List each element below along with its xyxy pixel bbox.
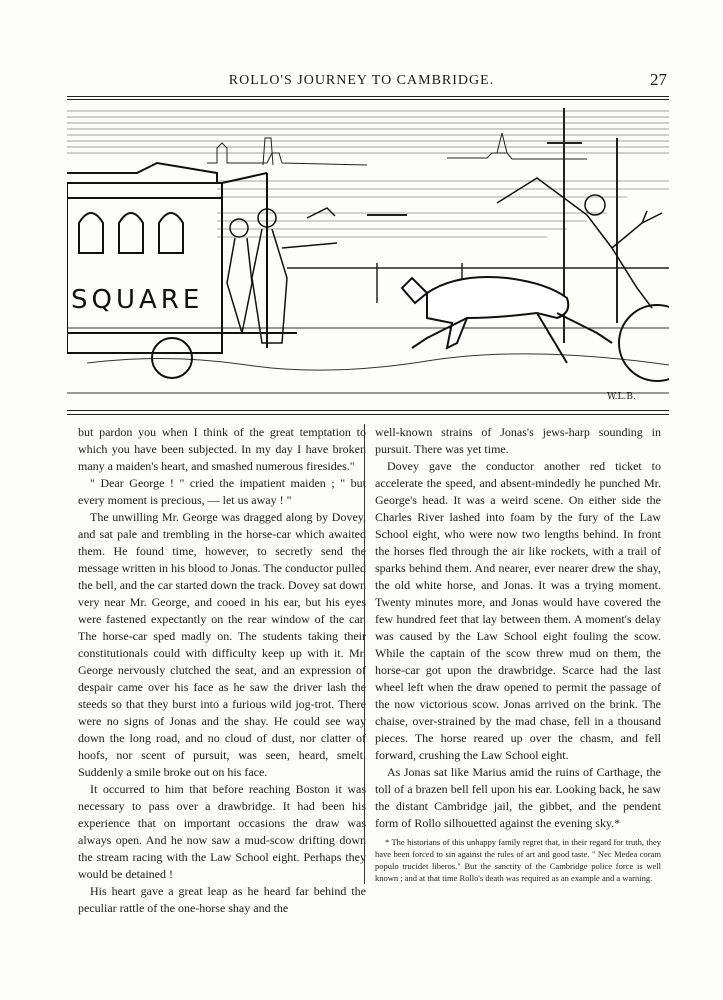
footnote: * The historians of this unhappy family regret that, in their regard for truth, they have been forced to sin against the rules of art and good taste. " Nec Medea coram populo trucidet liberos." But the sanctity of the Cambridge police force is well known ; and at that time Rollo's death was required as an example and a warning. bbox=[375, 837, 661, 883]
header-rule-thin bbox=[67, 99, 669, 100]
paragraph: As Jonas sat like Marius amid the ruins of Carthage, the toll of a brazen bell fell upon his ear. Looking back, he saw the distant Cambridge jail, the gibbet, and the pendent form of Rollo silhouetted against the evening sky.* bbox=[375, 765, 661, 830]
column-divider bbox=[364, 424, 365, 884]
paragraph: His heart gave a great leap as he heard far behind the peculiar rattle of the one-horse shay and the bbox=[78, 884, 366, 915]
page-number: 27 bbox=[650, 70, 667, 89]
left-column bbox=[78, 424, 366, 917]
paragraph: " Dear George ! " cried the impatient maiden ; " but every moment is precious, — let us away ! " bbox=[78, 476, 366, 507]
car-sign-text: SQUARE bbox=[71, 285, 204, 315]
paragraph: well-known strains of Jonas's jews-harp sounding in pursuit. There was yet time. bbox=[375, 425, 661, 456]
page-title: ROLLO'S JOURNEY TO CAMBRIDGE. bbox=[228, 73, 495, 88]
illustration-rule-thin bbox=[67, 414, 669, 415]
artist-signature: W.L.B. bbox=[607, 392, 636, 402]
illustration-horsecar-chase bbox=[67, 103, 669, 405]
paragraph: It occurred to him that before reaching Boston it was necessary to pass over a drawbridge. It had been his experience that on important occasions the draw was always open. And he now saw a mud-scow drifting down the stream racing with the Law School eight. Perhaps they would be detained ! bbox=[78, 782, 366, 881]
illustration-rule bbox=[67, 410, 669, 411]
paragraph: Dovey gave the conductor another red ticket to accelerate the speed, and absent-mindedly he punched Mr. George's head. It was a weird scene. On either side the Charles River lashed into foam by the fury of the Law School eight, who were now two lengths behind. In front the horses fled through the air like rockets, with a trail of sparks behind them. And nearer, ever nearer drew the shay, the old white horse, and Jonas. It was a trying moment. Twenty minutes more, and Jonas would have covered the few hundred feet that lay between them. A moment's delay was caused by the Law School eight fouling the scow. While the captain of the scow threw mud on them, the horse-car got upon the drawbridge. Scarce had the last wheel left when the draw opened to permit the passage of the now victorious scow. Jonas arrived on the brink. The chaise, over-strained by the mad chase, fell in a thousand pieces. The horse reared up over the chasm, and fell forward, crushing the Law School eight. bbox=[375, 459, 661, 762]
right-column bbox=[375, 424, 661, 832]
paragraph: The unwilling Mr. George was dragged along by Dovey, and sat pale and trembling in the horse-car which awaited them. He found time, however, to secretly send the message written in his blood to Jonas. The conductor pulled the bell, and the car started down the track. Dovey sat down very near Mr. George, and cooed in his ear, but his eyes were fastened expectantly on the rear window of the car. The horse-car sped madly on. The students taking their constitutionals could with difficulty keep up with it. Mr. George nervously clutched the seat, and an expression of despair came over his face as he saw the driver lash the steeds so that they burst into a furious wild jog-trot. There were no signs of Jonas and the shay. He could see way down the long road, and no cloud of dust, nor clatter of hoofs, nor scent of pursuit, was seen, heard, smelt. Suddenly a smile broke out on his face. bbox=[78, 510, 366, 779]
header-rule bbox=[67, 96, 669, 97]
paragraph: but pardon you when I think of the great temptation to which you have been subjected. In my day I have broken many a maiden's heart, and smashed numerous firesides." bbox=[78, 425, 366, 473]
